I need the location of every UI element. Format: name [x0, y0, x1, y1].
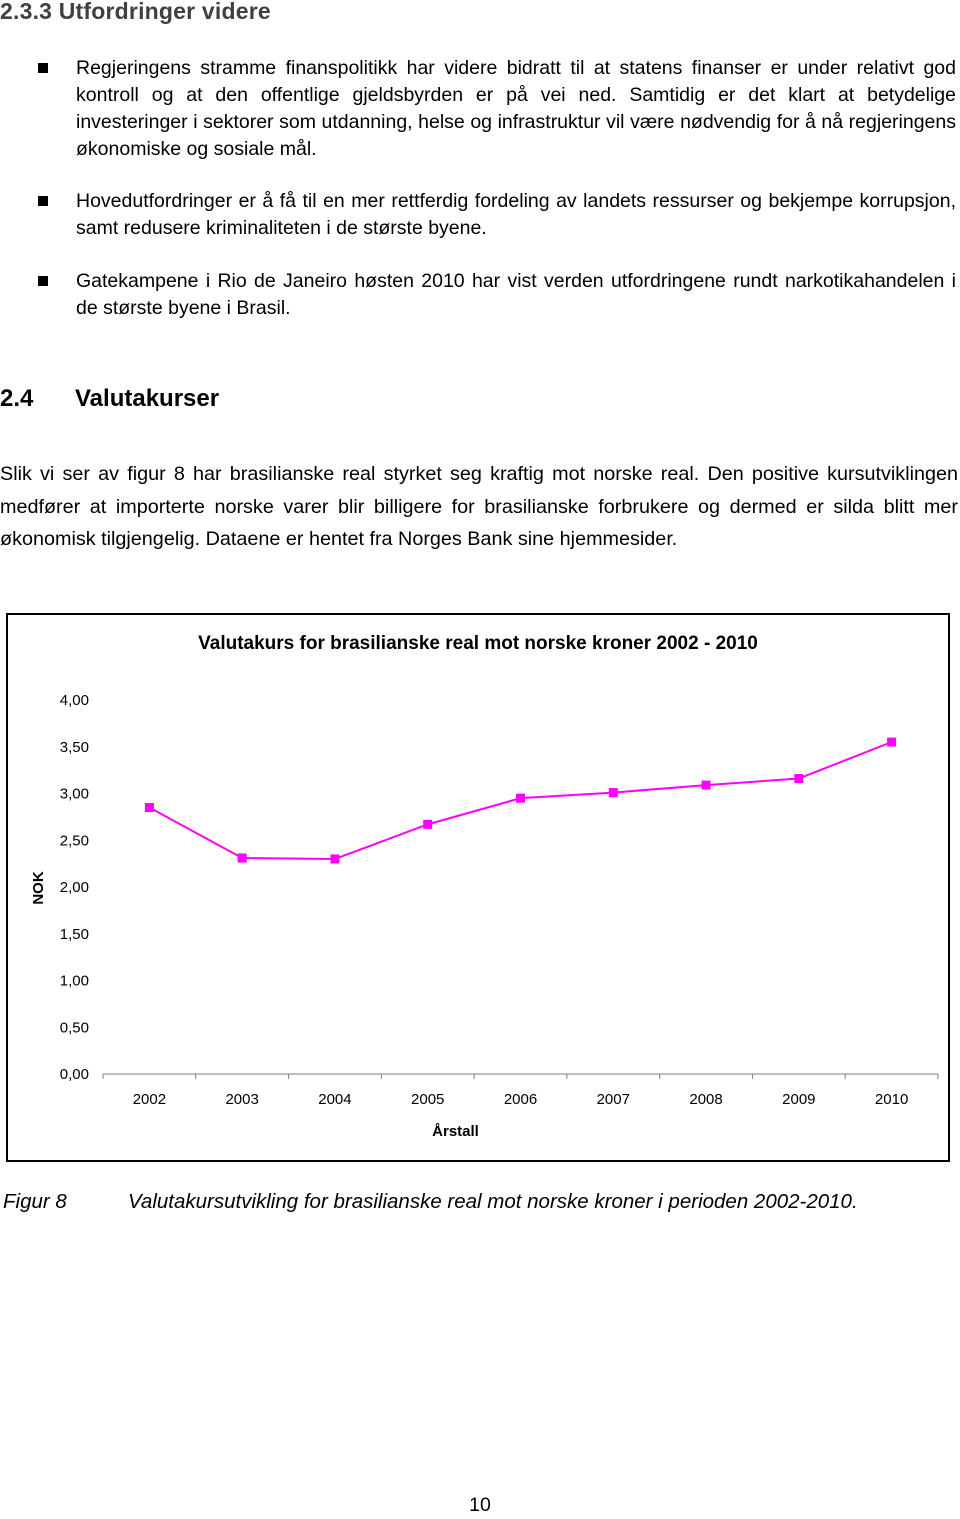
data-point-marker	[238, 854, 247, 863]
data-point-marker	[609, 788, 618, 797]
section-heading: 2.3.3 Utfordringer videre	[0, 0, 271, 24]
y-tick-label: 1,00	[59, 972, 89, 990]
y-tick-label: 0,00	[59, 1066, 89, 1083]
section-2-title: Valutakurser	[75, 385, 220, 412]
x-tick-label: 2010	[874, 1091, 909, 1108]
data-point-marker	[145, 803, 154, 812]
section-2-number: 2.4	[0, 385, 34, 412]
y-tick-label: 2,00	[59, 879, 89, 896]
data-point-marker	[423, 820, 432, 829]
bullet-marker-icon	[38, 196, 48, 206]
x-tick-label: 2003	[225, 1091, 259, 1108]
section-2-paragraph: Slik vi ser av figur 8 har brasilianske real styrket seg kraftig mot norske real. Den positive kursutviklingen medfører at importerte norske varer blir billigere for brasilianske forbrukere og dermed er silda blitt mer økonomisk tilgjengelig. Dataene er hentet fra Norges Bank sine hjemmesider.	[0, 463, 958, 550]
bullet-marker-icon	[38, 63, 48, 73]
x-tick-label: 2006	[503, 1091, 538, 1108]
data-point-marker	[794, 774, 803, 783]
y-tick-label: 4,00	[59, 692, 89, 709]
x-tick-label: 2008	[689, 1091, 723, 1108]
bullet-text: Hovedutfordringer er å få til en mer rettferdig fordeling av landets ressurser og bekjempe korrupsjon, samt redusere kriminaliteten i de største byene.	[76, 190, 956, 239]
bullet-text: Gatekampene i Rio de Janeiro høsten 2010 har vist verden utfordringene rundt narkotikahandelen i de største byene i Brasil.	[76, 270, 956, 319]
y-tick-label: 2,50	[59, 832, 89, 850]
x-tick-label: 2004	[318, 1091, 352, 1108]
chart-title: Valutakurs for brasilianske real mot norske kroner 2002 - 2010	[198, 633, 758, 654]
caption-label: Figur 8	[3, 1190, 67, 1213]
data-point-marker	[702, 781, 711, 790]
page-number: 10	[469, 1494, 491, 1516]
data-point-marker	[516, 794, 525, 803]
y-tick-label: 3,00	[59, 785, 89, 803]
caption-text: Valutakursutvikling for brasilianske real mot norske kroner i perioden 2002-2010.	[128, 1190, 858, 1213]
x-tick-label: 2002	[132, 1091, 167, 1108]
section-2-heading	[0, 385, 219, 413]
y-tick-label: 3,50	[59, 738, 89, 756]
x-tick-label: 2009	[782, 1091, 816, 1108]
line-chart	[8, 615, 948, 1160]
bullet-text: Regjeringens stramme finanspolitikk har videre bidratt til at statens finanser er under relativt god kontroll og at den offentlige gjeldsbyrden er på vei ned. Samtidig er det klart at betydelige investeringer i sektorer som utdanning, helse og infrastruktur vil være nødvendig for å nå regjeringens økonomiske og sosiale mål.	[76, 57, 956, 160]
y-tick-label: 0,50	[59, 1019, 89, 1037]
x-tick-label: 2005	[411, 1091, 445, 1108]
bullet-marker-icon	[38, 276, 48, 286]
chart-frame	[6, 613, 950, 1162]
data-point-marker	[887, 738, 896, 747]
data-point-marker	[330, 854, 339, 863]
y-tick-label: 1,50	[59, 925, 89, 943]
y-axis-label: NOK	[30, 871, 47, 905]
x-axis-label: Årstall	[432, 1123, 479, 1140]
x-tick-label: 2007	[596, 1091, 630, 1108]
